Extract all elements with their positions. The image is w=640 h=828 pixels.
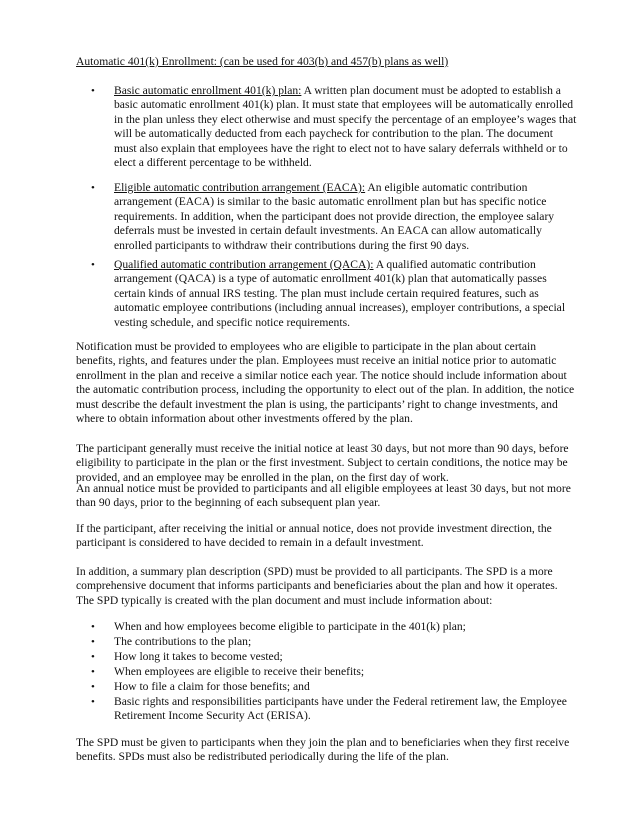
spd-item-text: The contributions to the plan; xyxy=(114,635,252,648)
spd-item xyxy=(91,695,578,724)
paragraph-default-investment: If the participant, after receiving the initial or annual notice, does not provide investment direction, the participant is considered to have decided to remain in a default investment. xyxy=(76,522,552,550)
bullet-basic-enrollment xyxy=(91,84,578,170)
paragraph-initial-notice: The participant generally must receive the initial notice at least 30 days, but not more than 90 days, before eligibility to participate in the plan or the first investment. Subject to certain conditions, the notice may be provided, and an employee may be enrolled in the plan, on the first day of work. xyxy=(76,442,569,484)
spd-item xyxy=(91,680,578,694)
bullet-text: An eligible automatic contribution arrangement (EACA) is similar to the basic automatic enrollment plan but has specific notice requirements. In addition, when the participant does not provide direction, the employee salary deferrals must be invested in certain default investments. An EACA can allow automatically enrolled participants to withdraw their contributions during the first 90 days. xyxy=(114,181,555,252)
spd-item xyxy=(91,620,578,634)
paragraph-annual-notice: An annual notice must be provided to participants and all eligible employees at least 30 days, but not more than 90 days, prior to the beginning of each subsequent plan year. xyxy=(76,482,571,510)
paragraph-spd: In addition, a summary plan description (SPD) must be provided to all participants. The SPD is a more comprehensive document that informs participants and beneficiaries about the plan and how it operates. The SPD typically is created with the plan document and must include information about: xyxy=(76,565,558,607)
bullet-dot: • xyxy=(91,696,95,708)
bullet-dot: • xyxy=(91,681,95,693)
section-heading: Automatic 401(k) Enrollment: (can be used for 403(b) and 457(b) plans as well) xyxy=(76,55,449,68)
bullet-title: Eligible automatic contribution arrangement (EACA): xyxy=(114,181,366,194)
bullet-dot: • xyxy=(91,666,95,678)
paragraph-closing: The SPD must be given to participants when they join the plan and to beneficiaries when they first receive benefits. SPDs must also be redistributed periodically during the life of the plan. xyxy=(76,736,570,764)
paragraph-notification: Notification must be provided to employees who are eligible to participate in the plan about certain benefits, rights, and features under the plan. Employees must receive an initial notice prior to automatic enrollment in the plan and receive a similar notice each year. The notice should include information about the automatic contribution process, including the opportunity to elect out of the plan. In addition, the notice must describe the default investment the plan is using, the participants’ right to change investments, and where to obtain information about other investments offered by the plan. xyxy=(76,340,575,426)
bullet-dot: • xyxy=(91,85,95,97)
bullet-dot: • xyxy=(91,259,95,271)
spd-item xyxy=(91,650,578,664)
spd-item xyxy=(91,665,578,679)
bullet-text: A qualified automatic contribution arrangement (QACA) is a type of automatic enrollment 401(k) plan that automatically passes certain kinds of annual IRS testing. The plan must include certain required features, such as automatic employee contributions (including annual increases), employer contributions, a special vesting schedule, and specific notice requirements. xyxy=(114,258,566,329)
bullet-qaca xyxy=(91,258,578,330)
spd-item xyxy=(91,635,578,649)
spd-item-text: How to file a claim for those benefits; and xyxy=(114,680,310,693)
spd-item-text: Basic rights and responsibilities participants have under the Federal retirement law, the Employee Retirement Income Security Act (ERISA). xyxy=(114,695,567,723)
bullet-text: A written plan document must be adopted to establish a basic automatic enrollment 401(k) plan. It must state that employees will be automatically enrolled in the plan unless they elect otherwise and must specify the percentage of an employee’s wages that will be automatically deducted from each paycheck for contribution to the plan. The document must also explain that employees have the right to elect not to have salary deferrals withheld or to elect a different percentage to be withheld. xyxy=(114,84,577,170)
spd-item-text: How long it takes to become vested; xyxy=(114,650,283,663)
bullet-dot: • xyxy=(91,651,95,663)
spd-item-text: When and how employees become eligible to participate in the 401(k) plan; xyxy=(114,620,466,633)
bullet-title: Basic automatic enrollment 401(k) plan: xyxy=(114,84,302,97)
bullet-dot: • xyxy=(91,636,95,648)
bullet-dot: • xyxy=(91,621,95,633)
bullet-eaca xyxy=(91,181,578,253)
bullet-dot: • xyxy=(91,182,95,194)
bullet-title: Qualified automatic contribution arrangement (QACA): xyxy=(114,258,374,271)
spd-item-text: When employees are eligible to receive their benefits; xyxy=(114,665,365,678)
